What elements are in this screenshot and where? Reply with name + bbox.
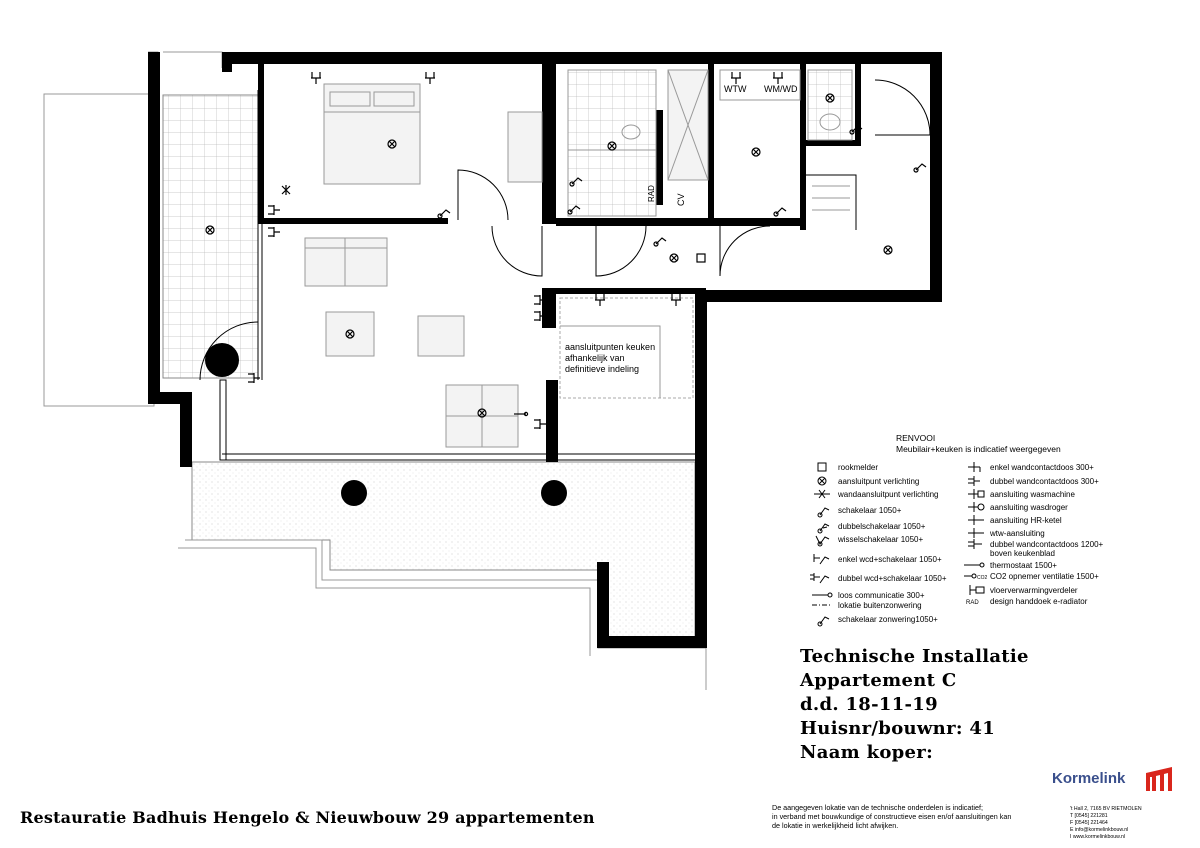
legend-item-boiler-connection: aansluiting HR-ketel [990, 516, 1062, 525]
switch [914, 164, 926, 172]
light-point [752, 148, 760, 156]
contact-email: E info@kormelinkbouw.nl [1070, 827, 1129, 833]
switch [438, 210, 450, 218]
legend-item-single-socket: enkel wandcontactdoos 300+ [990, 463, 1094, 472]
double-socket-icon [964, 476, 986, 488]
smoke-detector [697, 254, 705, 262]
double-socket [731, 72, 741, 84]
legend-item-single-socket-switch: enkel wcd+schakelaar 1050+ [838, 555, 942, 564]
disclaimer [772, 803, 1062, 830]
legend-subtitle: Meubilair+keuken is indicatief weergegeven [896, 444, 1061, 454]
sunscreen-location-icon [812, 600, 834, 612]
legend-item-dryer-connection: aansluiting wasdroger [990, 503, 1068, 512]
double-socket-kitchen-icon [964, 539, 986, 551]
kitchen-note-line2: afhankelijk van [565, 353, 625, 363]
disclaimer-line: in verband met bouwkundige of constructieve eisen en/of aansluitingen kan [772, 812, 1012, 821]
light-point [884, 246, 892, 254]
washer-connection-icon [964, 489, 986, 501]
double-socket [268, 205, 280, 215]
legend-item-communication: loos communicatie 300+ [838, 591, 925, 600]
double-socket [425, 72, 435, 84]
double-socket [534, 419, 546, 429]
wall-light-icon [812, 489, 834, 501]
terrace [178, 462, 706, 690]
contact-fax: F [0545] 221464 [1070, 820, 1108, 826]
double-socket [595, 294, 605, 306]
single-socket-icon [964, 462, 986, 474]
legend-title: RENVOOI [896, 433, 936, 443]
title-line-buyer-name: Naam koper: [800, 742, 934, 763]
brand-name: Kormelink [1052, 770, 1126, 787]
double-socket [268, 227, 280, 237]
svg-text:CO2: CO2 [977, 575, 988, 581]
contact-address: 't Hall 2, 7165 BV RIETMOLEN [1070, 806, 1142, 812]
towel-radiator-icon [964, 596, 986, 608]
legend-item-floor-heating: vloerverwarmingverdeler [990, 586, 1078, 595]
sunscreen-switch-icon [812, 614, 834, 626]
switch [654, 238, 666, 246]
legend-item-thermostat: thermostaat 1500+ [990, 561, 1057, 570]
furniture [305, 70, 852, 447]
disclaimer-line: de lokatie in werkelijkheid licht afwijken. [772, 821, 899, 830]
double-socket [311, 72, 321, 84]
boiler-connection-icon [964, 515, 986, 527]
dryer-connection-icon [964, 502, 986, 514]
label-cv: CV [676, 193, 686, 206]
legend-item-sunscreen-switch: schakelaar zonwering1050+ [838, 615, 938, 624]
contact-website: I www.kormelinkbouw.nl [1070, 834, 1126, 840]
switch [774, 208, 786, 216]
legend-item-wtw-connection: wtw-aansluiting [990, 529, 1045, 538]
single-socket-switch-icon [812, 554, 834, 566]
brand [1052, 765, 1177, 797]
disclaimer-line: De aangegeven lokatie van de technische onderdelen is indicatief; [772, 803, 983, 812]
legend-item-changeover-switch: wisselschakelaar 1050+ [838, 535, 923, 544]
legend-item-washer-connection: aansluiting wasmachine [990, 490, 1075, 499]
light-point [670, 254, 678, 262]
svg-text:RAD: RAD [966, 600, 979, 606]
legend-item-double-switch: dubbelschakelaar 1050+ [838, 522, 925, 531]
title-line-date: d.d. 18-11-19 [800, 694, 938, 715]
ceiling-light-icon [812, 476, 834, 488]
legend-item-co2-sensor: CO2 CO2 opnemer ventilatie 1500+ [990, 572, 1099, 581]
label-wmwd: WM/WD [764, 84, 798, 94]
legend-item-ceiling-light: aansluitpunt verlichting [838, 477, 919, 486]
double-socket [773, 72, 783, 84]
title-line-installation: Technische Installatie [800, 646, 1029, 667]
legend [808, 433, 1148, 643]
legend-item-wall-light: wandaansluitpunt verlichting [838, 490, 939, 499]
legend-item-double-socket: dubbel wandcontactdoos 300+ [990, 477, 1099, 486]
kitchen-note-line3: definitieve indeling [565, 364, 640, 374]
legend-item-towel-radiator: RAD design handdoek e-radiator [966, 597, 1088, 606]
label-rad: RAD [647, 185, 656, 202]
legend-item-switch: schakelaar 1050+ [838, 506, 901, 515]
contact-info [1070, 806, 1180, 841]
title-line-house-number: Huisnr/bouwnr: 41 [800, 718, 996, 739]
legend-item-double-socket-switch: dubbel wcd+schakelaar 1050+ [838, 574, 947, 583]
switch-icon [812, 505, 834, 517]
kitchen-note-line1: aansluitpunten keuken [565, 342, 656, 352]
title-block [800, 645, 1160, 765]
title-line-apartment: Appartement C [800, 670, 957, 691]
contact-phone: T [0545] 221281 [1070, 813, 1108, 819]
kormelink-logo-icon [1144, 765, 1174, 793]
double-socket-switch-icon [812, 573, 834, 585]
project-title: Restauratie Badhuis Hengelo & Nieuwbouw 29 appartementen [20, 808, 595, 827]
label-wtw: WTW [724, 84, 747, 94]
double-socket [671, 294, 681, 306]
smoke-detector-icon [812, 462, 834, 474]
wall-light [282, 185, 290, 195]
legend-item-double-socket-kitchen: dubbel wandcontactdoos 1200+ boven keukenblad [990, 540, 1103, 558]
legend-item-smoke-detector: rookmelder [838, 463, 878, 472]
double-switch-icon [812, 521, 834, 533]
co2-sensor-icon [964, 571, 986, 583]
legend-item-sunscreen-location: lokatie buitenzonwering [838, 601, 922, 610]
changeover-switch-icon [812, 534, 834, 546]
